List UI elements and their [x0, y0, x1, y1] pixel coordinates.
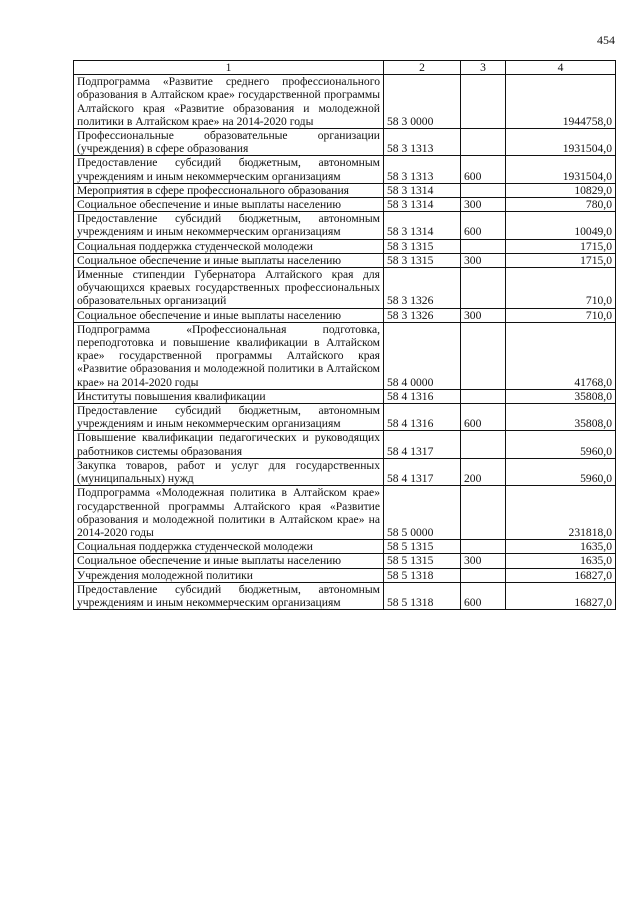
- row-type: 600: [461, 404, 506, 431]
- row-amount: 16827,0: [506, 568, 616, 582]
- row-amount: 16827,0: [506, 582, 616, 609]
- row-amount: 10829,0: [506, 183, 616, 197]
- row-code: 58 5 1318: [384, 568, 461, 582]
- table-row: [74, 75, 616, 129]
- table-row: [74, 486, 616, 540]
- table-row: [74, 129, 616, 156]
- row-amount: 35808,0: [506, 404, 616, 431]
- row-type: [461, 183, 506, 197]
- row-code: 58 3 1315: [384, 253, 461, 267]
- row-amount: 1715,0: [506, 253, 616, 267]
- table-row: [74, 568, 616, 582]
- table-row: [74, 582, 616, 609]
- row-name: Социальное обеспечение и иные выплаты населению: [74, 253, 384, 267]
- table-row: [74, 431, 616, 458]
- row-amount: 780,0: [506, 198, 616, 212]
- row-amount: 231818,0: [506, 486, 616, 540]
- table-row: [74, 239, 616, 253]
- row-name: Социальная поддержка студенческой молодежи: [74, 540, 384, 554]
- table-row: [74, 156, 616, 183]
- row-type: [461, 268, 506, 309]
- header-col-2: 2: [384, 61, 461, 75]
- table-row: [74, 268, 616, 309]
- row-code: 58 3 1313: [384, 156, 461, 183]
- row-amount: 1931504,0: [506, 129, 616, 156]
- table-row: [74, 212, 616, 239]
- table-row: [74, 389, 616, 403]
- row-name: Мероприятия в сфере профессионального образования: [74, 183, 384, 197]
- row-type: 600: [461, 582, 506, 609]
- row-code: 58 4 1317: [384, 458, 461, 485]
- row-type: [461, 568, 506, 582]
- row-type: 300: [461, 253, 506, 267]
- table-row: [74, 404, 616, 431]
- row-code: 58 3 1326: [384, 308, 461, 322]
- row-type: 300: [461, 308, 506, 322]
- row-type: 300: [461, 198, 506, 212]
- table-row: [74, 540, 616, 554]
- row-amount: 10049,0: [506, 212, 616, 239]
- budget-table: [73, 60, 616, 610]
- table-row: [74, 253, 616, 267]
- row-name: Предоставление субсидий бюджетным, автономным учреждениям и иным некоммерческим организациям: [74, 156, 384, 183]
- row-amount: 1715,0: [506, 239, 616, 253]
- row-code: 58 5 0000: [384, 486, 461, 540]
- row-amount: 41768,0: [506, 322, 616, 389]
- row-name: Закупка товаров, работ и услуг для государственных (муниципальных) нужд: [74, 458, 384, 485]
- row-type: 600: [461, 156, 506, 183]
- row-code: 58 3 1315: [384, 239, 461, 253]
- row-amount: 5960,0: [506, 431, 616, 458]
- row-code: 58 4 1316: [384, 389, 461, 403]
- row-code: 58 5 1318: [384, 582, 461, 609]
- row-code: 58 3 1314: [384, 183, 461, 197]
- row-name: Подпрограмма «Развитие среднего профессионального образования в Алтайском крае» государственной программы Алтайского края «Развитие образования и молодежной политики в Алтайском крае» на 2014-2020 годы: [74, 75, 384, 129]
- row-code: 58 5 1315: [384, 540, 461, 554]
- row-amount: 710,0: [506, 268, 616, 309]
- row-name: Социальная поддержка студенческой молодежи: [74, 239, 384, 253]
- row-name: Подпрограмма «Молодежная политика в Алтайском крае» государственной программы Алтайского края «Развитие образования и молодежной политики в Алтайском крае» на 2014-2020 годы: [74, 486, 384, 540]
- row-type: [461, 431, 506, 458]
- row-amount: 35808,0: [506, 389, 616, 403]
- header-col-4: 4: [506, 61, 616, 75]
- row-amount: 1635,0: [506, 554, 616, 568]
- row-code: 58 5 1315: [384, 554, 461, 568]
- row-type: 600: [461, 212, 506, 239]
- table-header-row: [74, 61, 616, 75]
- row-code: 58 4 1317: [384, 431, 461, 458]
- page-number: 454: [597, 33, 615, 47]
- row-type: [461, 540, 506, 554]
- row-type: [461, 75, 506, 129]
- table-row: [74, 198, 616, 212]
- table-row: [74, 322, 616, 389]
- row-amount: 1944758,0: [506, 75, 616, 129]
- header-col-1: 1: [74, 61, 384, 75]
- row-code: 58 4 1316: [384, 404, 461, 431]
- row-type: 200: [461, 458, 506, 485]
- header-col-3: 3: [461, 61, 506, 75]
- row-code: 58 3 1314: [384, 212, 461, 239]
- row-type: [461, 129, 506, 156]
- row-name: Учреждения молодежной политики: [74, 568, 384, 582]
- row-code: 58 4 0000: [384, 322, 461, 389]
- row-amount: 5960,0: [506, 458, 616, 485]
- row-code: 58 3 1314: [384, 198, 461, 212]
- table-row: [74, 308, 616, 322]
- row-amount: 1931504,0: [506, 156, 616, 183]
- row-amount: 1635,0: [506, 540, 616, 554]
- row-name: Социальное обеспечение и иные выплаты населению: [74, 554, 384, 568]
- row-name: Именные стипендии Губернатора Алтайского края для обучающихся краевых государственных профессиональных образовательных организаций: [74, 268, 384, 309]
- table-row: [74, 183, 616, 197]
- row-code: 58 3 0000: [384, 75, 461, 129]
- row-name: Предоставление субсидий бюджетным, автономным учреждениям и иным некоммерческим организациям: [74, 404, 384, 431]
- table-row: [74, 458, 616, 485]
- row-code: 58 3 1326: [384, 268, 461, 309]
- table-row: [74, 554, 616, 568]
- row-amount: 710,0: [506, 308, 616, 322]
- row-name: Предоставление субсидий бюджетным, автономным учреждениям и иным некоммерческим организациям: [74, 582, 384, 609]
- row-code: 58 3 1313: [384, 129, 461, 156]
- row-type: [461, 239, 506, 253]
- row-name: Социальное обеспечение и иные выплаты населению: [74, 198, 384, 212]
- row-name: Предоставление субсидий бюджетным, автономным учреждениям и иным некоммерческим организациям: [74, 212, 384, 239]
- row-name: Профессиональные образовательные организации (учреждения) в сфере образования: [74, 129, 384, 156]
- row-name: Подпрограмма «Профессиональная подготовка, переподготовка и повышение квалификации в Алтайском крае» государственной программы Алтайского края «Развитие образования и молодежной политики в Алтайском крае» на 2014-2020 годы: [74, 322, 384, 389]
- row-name: Социальное обеспечение и иные выплаты населению: [74, 308, 384, 322]
- row-name: Институты повышения квалификации: [74, 389, 384, 403]
- row-type: [461, 486, 506, 540]
- row-type: [461, 389, 506, 403]
- row-type: 300: [461, 554, 506, 568]
- row-type: [461, 322, 506, 389]
- row-name: Повышение квалификации педагогических и руководящих работников системы образования: [74, 431, 384, 458]
